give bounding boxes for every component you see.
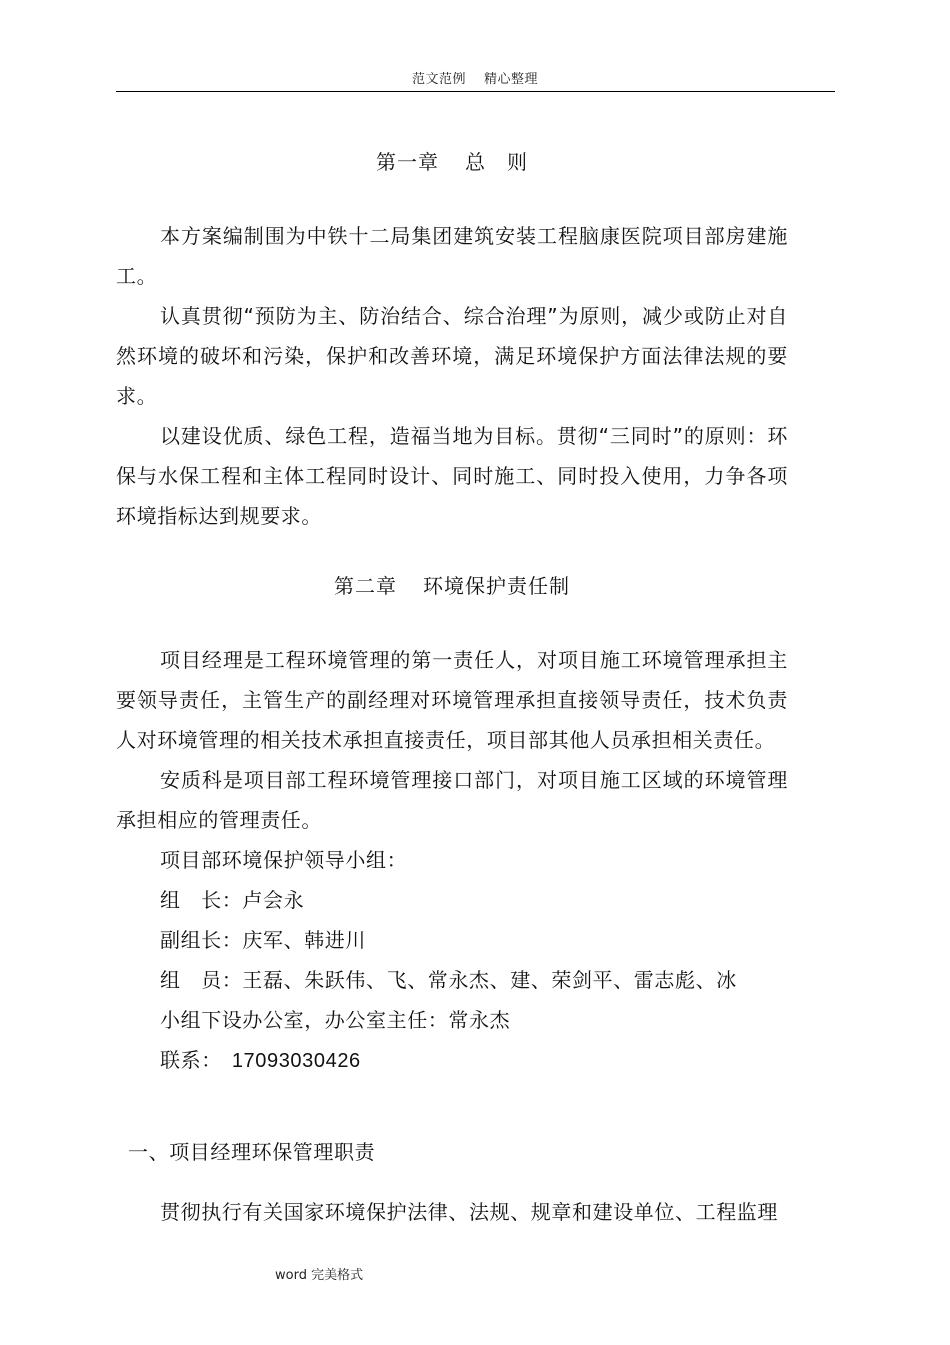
contact-label: 联系： (160, 1048, 222, 1072)
group-title: 项目部环境保护领导小组： (160, 848, 408, 872)
office-line: 小组下设办公室，办公室主任：常永杰 (160, 1008, 511, 1032)
page-header (0, 68, 950, 87)
chapter-1-paragraph: 认真贯彻“预防为主、防治结合、综合治理”为原则，减少或防止对自然环境的破坏和污染，保护和改善环境，满足环境保护方面法律法规的要求。 (116, 304, 788, 408)
group-leader-label: 组 长： (160, 888, 243, 912)
section-1-first-line: 贯彻执行有关国家环境保护法律、法规、规章和建设单位、工程监理 (160, 1200, 778, 1224)
chapter-2-paragraph: 安质科是项目部工程环境管理接口部门，对项目施工区域的环境管理承担相应的管理责任。 (116, 768, 788, 832)
group-leader-name: 卢会永 (242, 888, 305, 912)
chapter-1-label: 第一章 (376, 150, 439, 174)
chapter-2-label: 第二章 (334, 574, 397, 598)
contact-line (160, 1040, 361, 1081)
header-divider (116, 91, 835, 92)
page-footer: word 完美格式 (275, 1268, 364, 1283)
header-left-text: 范文范例 (411, 72, 466, 87)
deputy-leader-label: 副组长： (160, 928, 243, 952)
group-members-line (160, 960, 737, 1000)
chapter-1-paragraph: 以建设优质、绿色工程，造福当地为目标。贯彻“三同时”的原则：环保与水保工程和主体工程同时设计、同时施工、同时投入使用，力争各项环境指标达到规要求。 (116, 424, 788, 528)
chapter-2-name: 环境保护责任制 (423, 574, 570, 598)
deputy-leader-line (160, 920, 366, 960)
header-right-text: 精心整理 (484, 72, 539, 87)
contact-number: 17093030426 (231, 1050, 361, 1072)
section-1-heading: 一、项目经理环保管理职责 (128, 1140, 376, 1164)
chapter-1-paragraph: 本方案编制围为中铁十二局集团建筑安装工程脑康医院项目部房建施工。 (116, 224, 788, 288)
chapter-1-title (116, 146, 788, 175)
chapter-1-name: 总 则 (465, 150, 528, 174)
group-leader-line (160, 880, 304, 920)
group-members-label: 组 员： (160, 968, 243, 992)
chapter-2-paragraph: 项目经理是工程环境管理的第一责任人，对项目施工环境管理承担主要领导责任，主管生产的副经理对环境管理承担直接领导责任，技术负责人对环境管理的相关技术承担直接责任，项目部其他人员承担相关责任。 (116, 648, 788, 752)
chapter-2-title (116, 570, 788, 599)
group-members-names: 王磊、朱跃伟、飞、常永杰、建、荣剑平、雷志彪、冰 (242, 968, 737, 992)
deputy-leader-names: 庆军、韩进川 (242, 928, 367, 952)
